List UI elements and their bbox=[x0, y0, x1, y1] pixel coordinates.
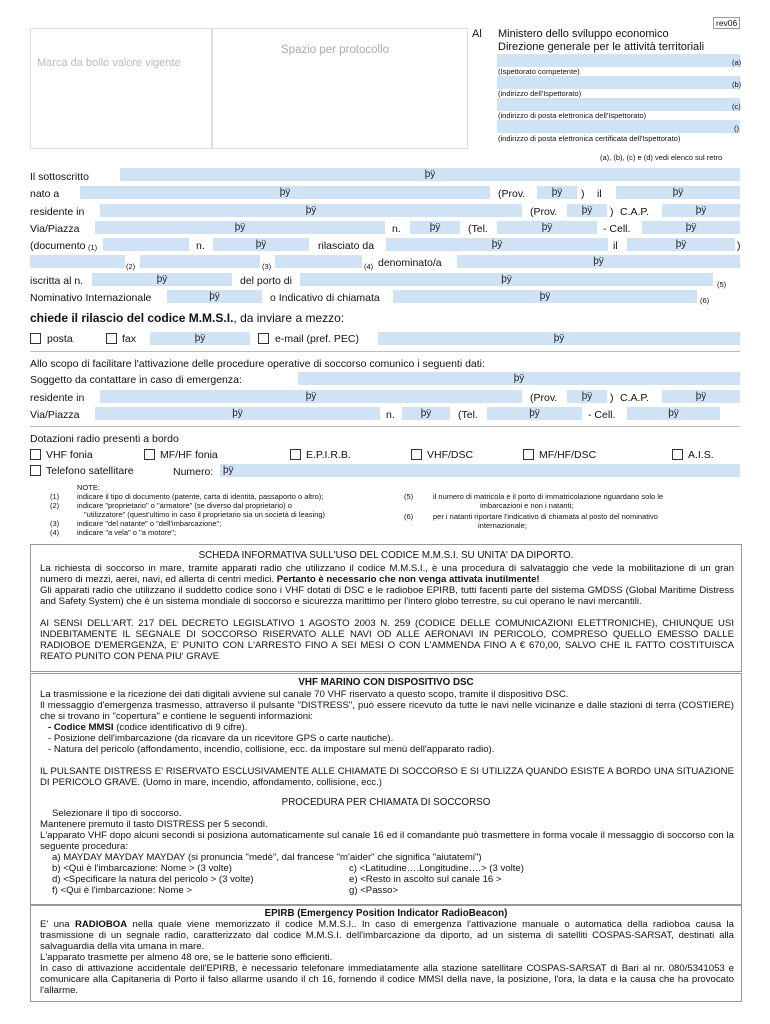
label-residente: residente in bbox=[30, 392, 85, 404]
ais-label: A.I.S. bbox=[688, 449, 714, 461]
phone-field[interactable]: þÿ bbox=[497, 221, 597, 234]
label-nominativo: Nominativo Internazionale bbox=[30, 292, 152, 304]
label-cell: - Cell. bbox=[588, 409, 616, 421]
label-documento: (documento bbox=[30, 240, 86, 252]
vhf-l1: La trasmissione e la ricezione dei dati digitali avviene sul canale 70 VHF riservato a questo scopo, tramite il dispositivo DSC. bbox=[40, 689, 569, 700]
b1-bold: - Codice MMSI bbox=[48, 722, 114, 733]
birthdate-field[interactable]: þÿ bbox=[616, 186, 740, 199]
label-il: il bbox=[597, 188, 602, 200]
posta-label: posta bbox=[47, 333, 73, 345]
contact-field[interactable]: þÿ bbox=[298, 372, 740, 385]
cap-field[interactable]: þÿ bbox=[662, 204, 740, 217]
vhf-checkbox[interactable] bbox=[30, 449, 41, 460]
info-sheet-p2: Gli apparati radio che utilizzano il suddetto codice sono i VHF dotati di DSC e le radioboe EPIRB, tutti facenti parte del sistema GMDSS (Global Maritime Distress and Safety System) che è un sistema mondiale di soccorso e sicurezza marittimo per l'intero globo terrestre, su cui operano le navi mercantili. bbox=[40, 585, 734, 607]
birth-prov-field[interactable]: þÿ bbox=[537, 186, 577, 199]
note-number: (4) bbox=[50, 528, 60, 537]
info-sheet-title: SCHEDA INFORMATIVA SULL'USO DEL CODICE M.M.S.I. SU UNITA' DA DIPORTO. bbox=[198, 550, 574, 561]
contact-street-field[interactable]: þÿ bbox=[95, 407, 380, 420]
epirb-p2: L'apparato trasmette per almeno 48 ore, se le batterie sono efficienti. bbox=[40, 952, 333, 963]
label-indicativo: o Indicativo di chiamata bbox=[270, 292, 380, 304]
boat-kind-field[interactable] bbox=[140, 255, 260, 268]
label-rilasciato: rilasciato da bbox=[318, 240, 375, 252]
epirb-p1 bbox=[40, 920, 734, 953]
label-via: Via/Piazza bbox=[30, 409, 80, 421]
contact-prov-field[interactable]: þÿ bbox=[567, 390, 607, 403]
stamp-box bbox=[30, 28, 212, 149]
step-c: c) <Latitudine….Longitudine….> (3 volte) bbox=[349, 863, 524, 874]
satphone-label: Telefono satellitare bbox=[46, 465, 134, 477]
label-sottoscritto: Il sottoscritto bbox=[30, 171, 89, 183]
registration-number-field[interactable]: þÿ bbox=[92, 273, 232, 286]
field-caption: (indirizzo di posta elettronica dell'Ispettorato) bbox=[498, 111, 647, 120]
step-g: g) <Passo> bbox=[349, 885, 399, 896]
request-heading bbox=[30, 311, 344, 325]
step-f: f) <Qui è l'imbarcazione: Nome > bbox=[52, 885, 192, 896]
field-mark: (b) bbox=[732, 80, 742, 89]
issue-date-field[interactable]: þÿ bbox=[627, 238, 735, 251]
field-mark: () bbox=[734, 124, 739, 133]
port-field[interactable]: þÿ bbox=[300, 273, 713, 286]
label-cap: C.A.P. bbox=[620, 392, 649, 404]
mf-checkbox[interactable] bbox=[144, 449, 155, 460]
note-text: internazionale; bbox=[478, 521, 527, 530]
satphone-checkbox[interactable] bbox=[30, 465, 41, 476]
birthplace-field[interactable]: þÿ bbox=[80, 186, 490, 199]
label-n: n. bbox=[386, 409, 395, 421]
note-text: indicare "proprietario" o "armatore" (se diverso dal proprietario) o bbox=[77, 501, 292, 510]
addressee-al: Al bbox=[472, 28, 482, 40]
superscript: (3) bbox=[262, 262, 272, 271]
contact-phone-field[interactable]: þÿ bbox=[487, 407, 582, 420]
b1-rest: (codice identificativo di 9 cifre). bbox=[113, 722, 248, 733]
info-sheet-p1 bbox=[40, 564, 734, 586]
label-soggetto: Soggetto da contattare in caso di emergenza: bbox=[30, 374, 242, 386]
epirb-label: E.P.I.R.B. bbox=[306, 449, 351, 461]
email-label: e-mail (pref. PEC) bbox=[275, 333, 360, 345]
vhf-b3: - Natura del pericolo (affondamento, incendio, collisione, ecc. da impostare sul menù dell'apparato radio). bbox=[48, 744, 495, 755]
label-iscritta: iscritta al n. bbox=[30, 275, 84, 287]
radio-title: Dotazioni radio presenti a bordo bbox=[30, 433, 179, 445]
superscript: (2) bbox=[126, 262, 136, 271]
boat-name-field[interactable]: þÿ bbox=[457, 255, 740, 268]
note-text: per i natanti riportare l'indicativo di chiamata al posto del nominativo bbox=[433, 512, 658, 521]
superscript: (1) bbox=[88, 243, 98, 252]
label-denominato: denominato/a bbox=[378, 257, 442, 269]
p1-warning: Pertanto è necessario che non venga attivata inutilmente! bbox=[276, 573, 540, 585]
email-checkbox[interactable] bbox=[258, 333, 269, 344]
vhf-l2: Il messaggio d'emergenza trasmesso, attraverso il pulsante "DISTRESS", può essere ricevuto da tutte le navi nelle vicinanze e dalle stazioni di terra (COSTIERE) che si trovano in "copertura" e contiene le seguenti informazioni: bbox=[40, 700, 734, 722]
label-via: Via/Piazza bbox=[30, 223, 80, 235]
email-field[interactable]: þÿ bbox=[378, 332, 740, 345]
revision-label: rev06 bbox=[713, 17, 740, 29]
vhf-caps: IL PULSANTE DISTRESS E' RISERVATO ESCLUSIVAMENTE ALLE CHIAMATE DI SOCCORSO E SI UTILIZZA QUANDO ESISTE A BORDO UNA SITUAZIONE DI PERICOLO GRAVE. (Uomo in mare, incendio, affondamento, collisione, ecc.) bbox=[40, 766, 734, 788]
label-il: il bbox=[613, 240, 618, 252]
note-number: (2) bbox=[50, 501, 60, 510]
mfdsc-label: MF/HF/DSC bbox=[539, 449, 597, 461]
procedure-title: PROCEDURA PER CHIAMATA DI SOCCORSO bbox=[281, 797, 491, 808]
scopo-intro: Allo scopo di facilitare l'attivazione delle procedure operative di soccorso comunico i seguenti dati: bbox=[30, 358, 485, 370]
inspectorate-address-field[interactable] bbox=[497, 76, 740, 89]
fax-checkbox[interactable] bbox=[106, 333, 117, 344]
info-sheet-p3: AI SENSI DELL'ART. 217 DEL DECRETO LEGISLATIVO 1 AGOSTO 2003 N. 259 (CODICE DELLE COMUNICAZIONI ELETTRONICHE), CHIUNQUE USI INDEBITAMENTE IL SEGNALE DI SOCCORSO RISERVATO ALLE NAVI OD ALLE AERONAVI IN PERICOLO, COMPRESO QUELLO EMESSO DALLE RADIOBOE D'EMERGENZA, E' PUNITO CON L'ARRESTO FINO A SEI MESI O CON L'AMMENDA FINO A € 670,00, SALVO CHE IL FATTO COSTITUISCA REATO PUNITO CON PENA PIU' GRAVE bbox=[40, 618, 734, 662]
step-a: a) MAYDAY MAYDAY MAYDAY (si pronuncia "medè", dal francese "m'aider" che significa "aiutatemi") bbox=[52, 852, 482, 863]
note-text: imbarcazioni e non i natanti; bbox=[480, 501, 574, 510]
protocol-box bbox=[212, 28, 468, 149]
note-text: "utilizzatore" (quest'ultimo in caso il proprietario sia un società di leasing) bbox=[84, 510, 326, 519]
field-caption: (Ispettorato competente) bbox=[498, 67, 580, 76]
contact-residence-field[interactable]: þÿ bbox=[100, 390, 522, 403]
contact-mobile-field[interactable]: þÿ bbox=[627, 407, 720, 420]
addressee-line2: Direzione generale per le attività territoriali bbox=[498, 41, 705, 53]
label-cell: - Cell. bbox=[603, 223, 631, 235]
document-number-field[interactable]: þÿ bbox=[213, 238, 309, 251]
field-mark: (c) bbox=[732, 102, 741, 111]
label-cap: ) bbox=[610, 392, 614, 404]
request-bold: chiede il rilascio del codice M.M.S.I. bbox=[30, 311, 234, 325]
indicative-field[interactable]: þÿ bbox=[393, 290, 697, 303]
label-cap: ) bbox=[610, 206, 614, 218]
call-sign-field[interactable]: þÿ bbox=[167, 290, 262, 303]
label-close: ) bbox=[737, 240, 741, 252]
mfdsc-checkbox[interactable] bbox=[523, 449, 534, 460]
step-e: e) <Resto in ascolto sul canale 16 > bbox=[349, 874, 502, 885]
step-d: d) <Specificare la natura del pericolo > (3 volte) bbox=[52, 874, 254, 885]
p1c: nella quale viene memorizzato il codice M.M.S.I.. In caso di emergenza l'attivazione manuale o automatica della radioboa causa la trasmissione di un segnale radio, caratterizzato dal codice M.M.S.I. dell'imbarcazione da diporto, ad un sistema di satelliti COSPAS-SARSAT, destinati alla salvaguardia della vita umana in mare. bbox=[40, 919, 734, 952]
residence-prov-field[interactable]: þÿ bbox=[567, 204, 607, 217]
label-prov: (Prov. bbox=[498, 188, 526, 200]
satphone-number-field[interactable]: þÿ bbox=[220, 464, 740, 477]
p1-text: La richiesta di soccorso in mare, tramite apparati radio che utilizzano il codice M.M.S.I., è una procedura di salvataggio che vede la mobilitazione di un gran numero di mezzi, aerei, navi, ed allerta di centri medici. bbox=[40, 563, 734, 585]
note-text: indicare il tipo di documento (patente, carta di identità, passaporto o altro); bbox=[77, 492, 324, 501]
label-n: n. bbox=[196, 240, 205, 252]
superscript: (6) bbox=[700, 296, 710, 305]
role-field[interactable] bbox=[30, 255, 125, 268]
label-residente: residente in bbox=[30, 206, 85, 218]
label-cap: C.A.P. bbox=[620, 206, 649, 218]
note-text: indicare "del natante" o "dell'imbarcazione"; bbox=[77, 519, 222, 528]
epirb-title: EPIRB (Emergency Position Indicator RadioBeacon) bbox=[264, 908, 508, 919]
vhf-title: VHF MARINO CON DISPOSITIVO DSC bbox=[298, 677, 474, 688]
mf-label: MF/HF fonia bbox=[160, 449, 218, 461]
inspectorate-field[interactable] bbox=[497, 54, 740, 67]
vhf-b2: - Posizione dell'imbarcazione (da ricavare da un ricevitore GPS o carte nautiche). bbox=[48, 733, 394, 744]
vhfdsc-checkbox[interactable] bbox=[411, 449, 422, 460]
note-text: il numero di matricola e il porto di immatricolazione riguardano solo le bbox=[433, 492, 664, 501]
epirb-checkbox[interactable] bbox=[290, 449, 301, 460]
superscript: (4) bbox=[364, 262, 374, 271]
issued-by-field[interactable]: þÿ bbox=[386, 238, 608, 251]
inspectorate-pec-field[interactable] bbox=[497, 120, 740, 133]
step-3: L'apparato VHF dopo alcuni secondi si posiziona automaticamente sul canale 16 ed il comandante può trasmettere in forma vocale il messaggio di soccorso con la seguente procedura: bbox=[40, 830, 734, 852]
protocol-label: Spazio per protocollo bbox=[281, 44, 390, 56]
field-mark: (a) bbox=[732, 58, 742, 67]
name-field[interactable]: þÿ bbox=[120, 168, 740, 181]
p1b: RADIOBOA bbox=[74, 919, 128, 930]
note-text: indicare "a vela" o "a motore"; bbox=[77, 528, 177, 537]
residence-field[interactable]: þÿ bbox=[100, 204, 522, 217]
mobile-field[interactable]: þÿ bbox=[642, 221, 740, 234]
vhf-label: VHF fonia bbox=[46, 449, 93, 461]
document-type-field[interactable] bbox=[103, 238, 189, 251]
street-field[interactable]: þÿ bbox=[95, 221, 385, 234]
addressee-note: (a), (b), (c) e (d) vedi elenco sul retro bbox=[600, 153, 723, 162]
note-number: (6) bbox=[404, 512, 414, 521]
street-number-field[interactable]: þÿ bbox=[410, 221, 460, 234]
field-caption: (indirizzo dell'Ispettorato) bbox=[498, 89, 582, 98]
label-prov: (Prov. bbox=[530, 392, 558, 404]
label-tel: (Tel. bbox=[468, 223, 488, 235]
field-caption: (indirizzo di posta elettronica certificata dell'Ispettorato) bbox=[498, 134, 681, 143]
p1a: E' una bbox=[40, 919, 75, 930]
divider bbox=[30, 351, 740, 352]
note-number: (3) bbox=[50, 519, 60, 528]
label-close: ) bbox=[581, 188, 585, 200]
note-number: (1) bbox=[50, 492, 60, 501]
step-2: Mantenere premuto il tasto DISTRESS per 5 secondi. bbox=[40, 819, 268, 830]
addressee-line1: Ministero dello sviluppo economico bbox=[498, 28, 669, 40]
label-tel: (Tel. bbox=[458, 409, 478, 421]
ais-checkbox[interactable] bbox=[672, 449, 683, 460]
step-1: Selezionare il tipo di soccorso. bbox=[52, 808, 182, 819]
notes-title: NOTE: bbox=[77, 483, 100, 492]
contact-number-field[interactable]: þÿ bbox=[402, 407, 450, 420]
label-n: n. bbox=[392, 223, 401, 235]
note-number: (5) bbox=[404, 492, 414, 501]
label-porto: del porto di bbox=[240, 275, 292, 287]
vhfdsc-label: VHF/DSC bbox=[427, 449, 474, 461]
label-nato: nato a bbox=[30, 188, 60, 200]
epirb-p3: In caso di attivazione accidentale dell'EPIRB, è necessario telefonare immediatamente alla stazione satellitare COSPAS-SARSAT di Bari al nr. 080/5341053 e comunicare alla Capitaneria di Porto il falso allarme usando il ch 16, fornendo il codice MMSI della nave, la posizione, l'ora, la data e la causa che ha provocato l'allarme. bbox=[40, 963, 734, 996]
divider bbox=[30, 426, 740, 427]
label-prov: (Prov. bbox=[530, 206, 558, 218]
request-rest: , da inviare a mezzo: bbox=[233, 311, 345, 325]
fax-field[interactable]: þÿ bbox=[150, 332, 250, 345]
posta-checkbox[interactable] bbox=[30, 333, 41, 344]
fax-label: fax bbox=[122, 333, 137, 345]
inspectorate-email-field[interactable] bbox=[497, 98, 740, 111]
numero-label: Numero: bbox=[173, 466, 214, 478]
stamp-label: Marca da bollo valore vigente bbox=[37, 57, 181, 69]
step-b: b) <Qui è l'imbarcazione: Nome > (3 volte) bbox=[52, 863, 232, 874]
contact-cap-field[interactable]: þÿ bbox=[662, 390, 740, 403]
superscript: (5) bbox=[717, 280, 727, 289]
propulsion-field[interactable] bbox=[275, 255, 362, 268]
